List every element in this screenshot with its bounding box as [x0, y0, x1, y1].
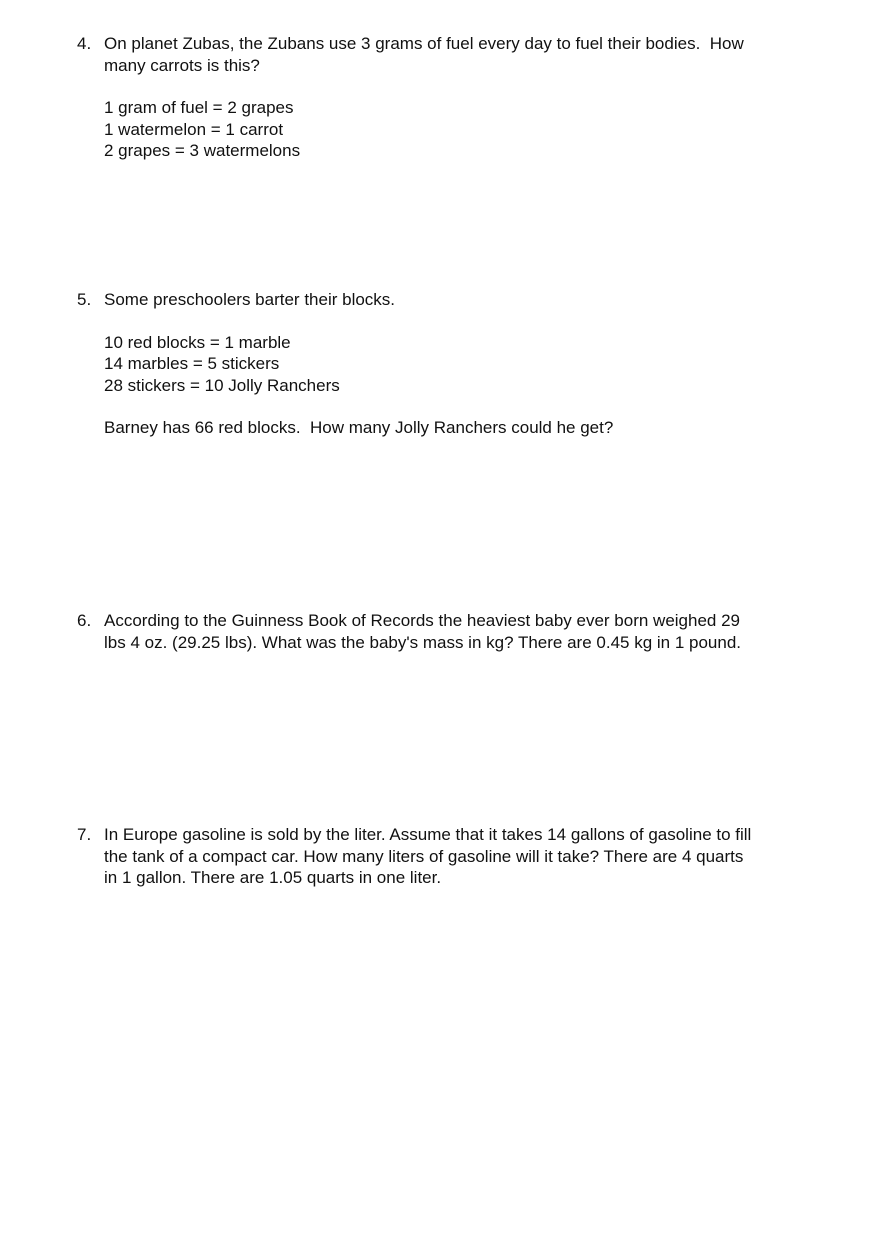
conversion-line: 10 red blocks = 1 marble [104, 332, 291, 352]
prompt-line: In Europe gasoline is sold by the liter. Assume that it takes 14 gallons of gasoline to fill [104, 825, 752, 844]
prompt-line: the tank of a compact car. How many liters of gasoline will it take? There are 4 quarts [104, 846, 744, 866]
question-number: 5. [77, 290, 92, 309]
conversion-line: 28 stickers = 10 Jolly Ranchers [104, 375, 340, 395]
prompt-line: many carrots is this? [104, 55, 260, 75]
question-body [104, 824, 816, 889]
question-number: 4. [77, 34, 92, 53]
conversion-line: 1 gram of fuel = 2 grapes [104, 98, 294, 117]
prompt-line: On planet Zubas, the Zubans use 3 grams of fuel every day to fuel their bodies. How [104, 34, 744, 53]
prompt-line: According to the Guinness Book of Records the heaviest baby ever born weighed 29 [104, 611, 740, 630]
prompt-line: in 1 gallon. There are 1.05 quarts in one liter. [104, 868, 442, 887]
question-body [104, 610, 816, 653]
followup-question: Barney has 66 red blocks. How many Jolly Ranchers could he get? [104, 418, 614, 437]
question-body [104, 289, 816, 439]
conversion-line: 1 watermelon = 1 carrot [104, 119, 284, 139]
conversion-line: 14 marbles = 5 stickers [104, 354, 280, 373]
conversion-line: 2 grapes = 3 watermelons [104, 141, 301, 160]
prompt-line: Some preschoolers barter their blocks. [104, 290, 396, 309]
question-number: 7. [77, 825, 92, 844]
question-number: 6. [77, 611, 92, 630]
prompt-line: lbs 4 oz. (29.25 lbs). What was the baby's mass in kg? There are 0.45 kg in 1 pound. [104, 632, 742, 652]
question-body [104, 33, 816, 162]
